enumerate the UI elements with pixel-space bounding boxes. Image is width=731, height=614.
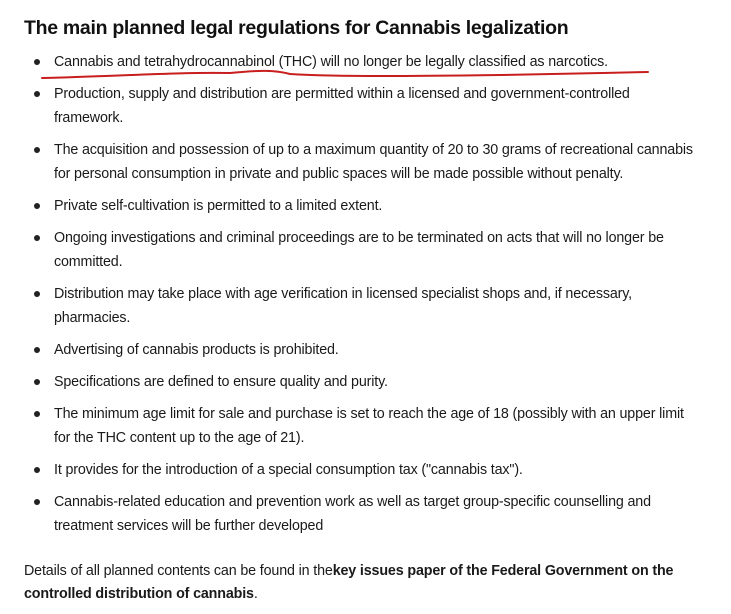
list-item-text: Production, supply and distribution are permitted within a licensed and government-controlled framework. (54, 86, 630, 126)
list-item-text: Cannabis and tetrahydrocannabinol (THC) will no longer be legally classified as narcotics. (54, 54, 608, 70)
list-item (0, 490, 700, 538)
list-item (0, 50, 700, 74)
bullet-icon (34, 499, 40, 505)
bullet-icon (34, 203, 40, 209)
list-item (0, 370, 700, 394)
bullet-icon (34, 379, 40, 385)
bullet-icon (34, 411, 40, 417)
bullet-icon (34, 147, 40, 153)
bullet-icon (34, 467, 40, 473)
list-item-text: The acquisition and possession of up to a maximum quantity of 20 to 30 grams of recreational cannabis for personal consumption in private and public spaces will be made possible without penalty. (54, 142, 693, 182)
bullet-icon (34, 291, 40, 297)
list-item (0, 282, 700, 330)
bullet-icon (34, 347, 40, 353)
page-title: The main planned legal regulations for Cannabis legalization (24, 17, 569, 39)
list-item (0, 458, 700, 482)
details-text: Details of all planned contents can be found in the (24, 563, 333, 579)
regulations-list (0, 50, 700, 546)
list-item-text: Ongoing investigations and criminal proceedings are to be terminated on acts that will no longer be committed. (54, 230, 664, 270)
list-item-text: Specifications are defined to ensure quality and purity. (54, 374, 388, 390)
list-item-text: Private self-cultivation is permitted to a limited extent. (54, 198, 383, 214)
list-item-text: It provides for the introduction of a special consumption tax ("cannabis tax"). (54, 462, 523, 478)
list-item (0, 226, 700, 274)
list-item-text: The minimum age limit for sale and purchase is set to reach the age of 18 (possibly with an upper limit for the THC content up to the age of 21). (54, 406, 684, 446)
details-period: . (253, 586, 258, 602)
bullet-icon (34, 91, 40, 97)
list-item-text: Cannabis-related education and prevention work as well as target group-specific counselling and treatment services will be further developed (54, 494, 651, 534)
list-item (0, 338, 700, 362)
list-item-text: Distribution may take place with age verification in licensed specialist shops and, if necessary, pharmacies. (54, 286, 633, 326)
bullet-icon (34, 59, 40, 65)
list-item (0, 194, 700, 218)
list-item (0, 138, 700, 186)
key-issues-paper-link[interactable]: key issues paper of the Federal Government on the controlled distribution of cannabis (24, 563, 674, 602)
list-item (0, 82, 700, 130)
list-item (0, 402, 700, 450)
bullet-icon (34, 235, 40, 241)
list-item-text: Advertising of cannabis products is prohibited. (54, 342, 339, 358)
details-paragraph (24, 560, 684, 606)
